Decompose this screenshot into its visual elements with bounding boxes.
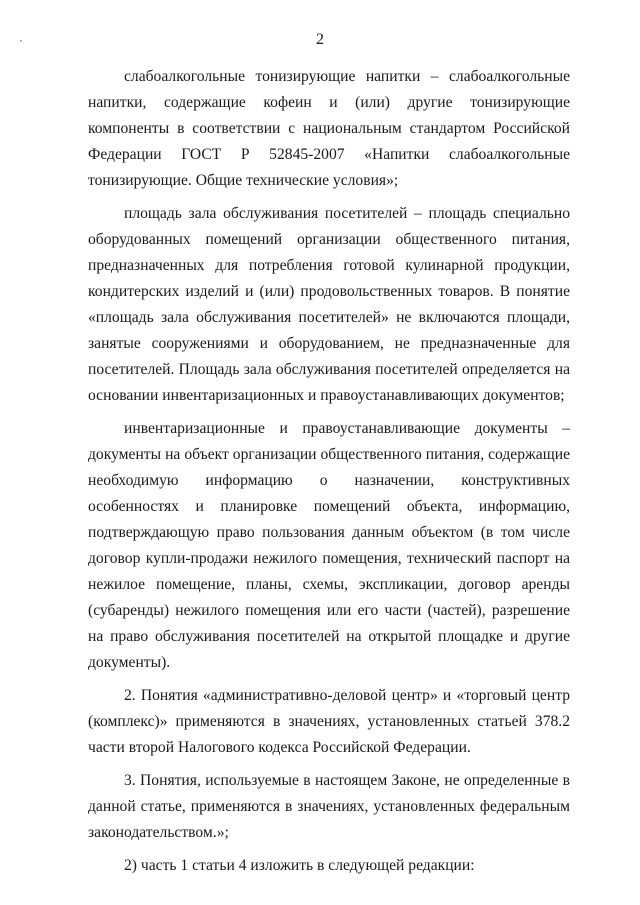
definition-paragraph-tonic-drinks: слабоалкогольные тонизирующие напитки – слабоалкогольные напитки, содержащие кофеин и (или) другие тонизирующие компоненты в соответствии с национальным стандартом Российской Федерации ГОСТ Р 52845-2007 «Напитки слабоалкогольные тонизирующие. Общие технические условия»; xyxy=(88,68,570,189)
definition-paragraph-inventory-documents: инвентаризационные и правоустанавливающие документы – документы на объект организации общественного питания, содержащие необходимую информацию о назначении, конструктивных особенностях и планировке помещений объекта, информацию, подтверждающую право пользования данным объектом (в том числе договор купли-продажи нежилого помещения, технический паспорт на нежилое помещение, планы, схемы, экспликации, договор аренды (субаренды) нежилого помещения или его части (частей), разрешение на право обслуживания посетителей на открытой площадке и другие документы). xyxy=(88,420,570,671)
clause-3-paragraph: 3. Понятия, используемые в настоящем Законе, не определенные в данной статье, применяются в значениях, установленных федеральным законодательством.»; xyxy=(88,772,570,841)
clause-2-paragraph: 2. Понятия «административно-деловой центр» и «торговый центр (комплекс)» применяются в значениях, установленных статьей 378.2 части второй Налогового кодекса Российской Федерации. xyxy=(88,687,570,756)
amendment-item-2-paragraph: 2) часть 1 статьи 4 изложить в следующей редакции: xyxy=(124,857,475,874)
document-body xyxy=(88,64,570,879)
page-number: 2 xyxy=(316,31,324,48)
definition-paragraph-service-hall-area: площадь зала обслуживания посетителей – площадь специально оборудованных помещений организации общественного питания, предназначенных для потребления готовой кулинарной продукции, кондитерских изделий и (или) продовольственных товаров. В понятие «площадь зала обслуживания посетителей» не включаются площади, занятые сооружениями и оборудованием, не предназначенные для посетителей. Площадь зала обслуживания посетителей определяется на основании инвентаризационных и правоустанавливающих документов; xyxy=(88,205,570,404)
